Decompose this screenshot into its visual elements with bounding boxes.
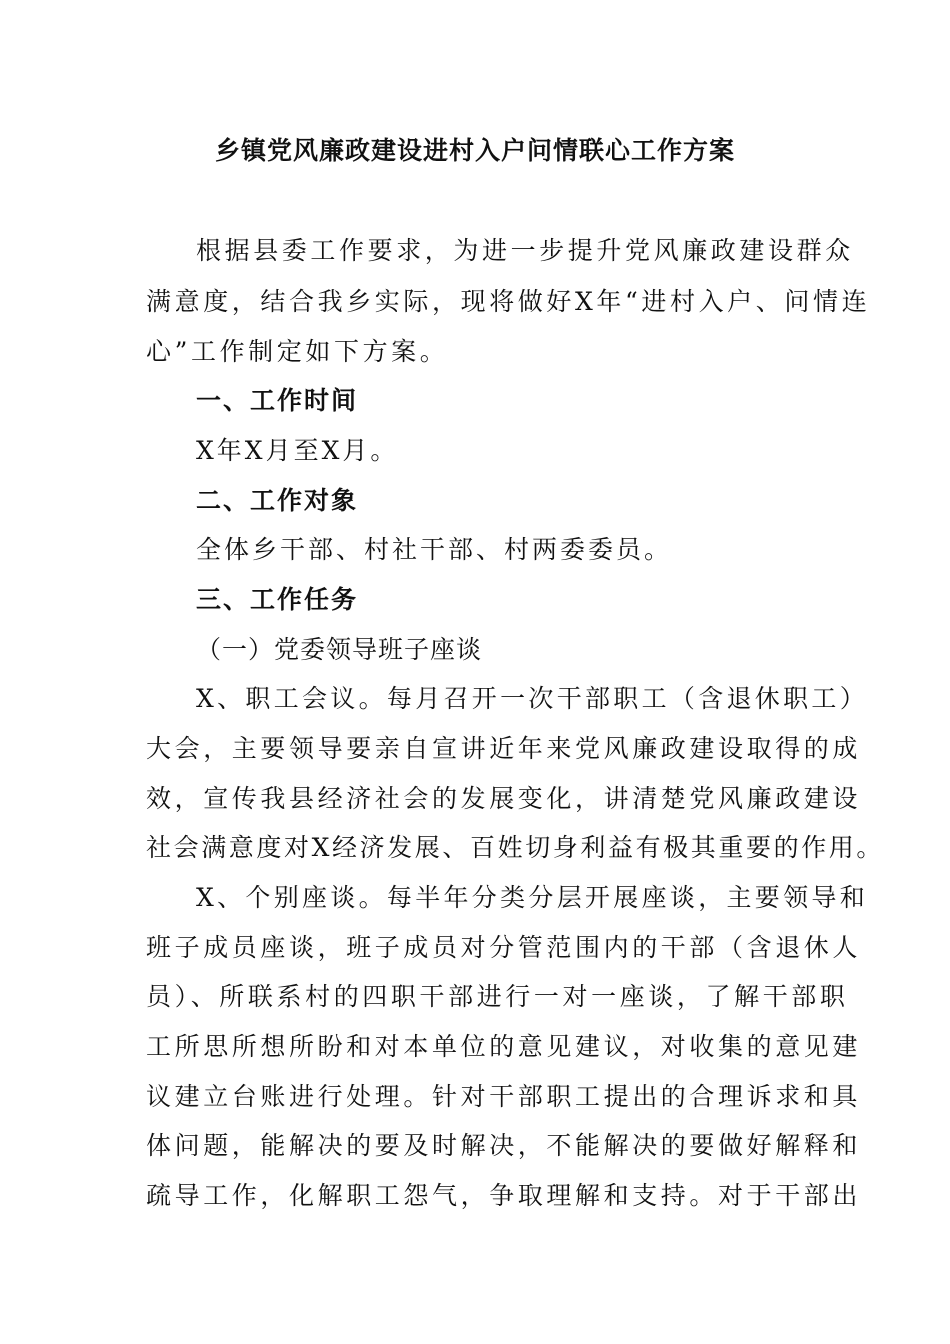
item2-line-1: X、个别座谈。每半年分类分层开展座谈，主要领导和	[196, 883, 868, 912]
item1-line-2: 大会，主要领导要亲自宣讲近年来党风廉政建设取得的成	[146, 734, 862, 763]
section-text-work-time: X年X月至X月。	[196, 436, 399, 465]
item2-line-3: 员）、所联系村的四职干部进行一对一座谈，了解干部职	[146, 982, 849, 1011]
item2-line-5: 议建立台账进行处理。针对干部职工提出的合理诉求和具	[146, 1082, 862, 1111]
section-heading-work-tasks: 三、工作任务	[196, 585, 359, 614]
item1-line-3: 效，宣传我县经济社会的发展变化，讲清楚党风廉政建设	[146, 784, 862, 813]
section-heading-work-target: 二、工作对象	[196, 486, 359, 515]
intro-line-2: 满意度，结合我乡实际，现将做好X年“进村入户、问情连	[146, 287, 871, 316]
intro-line-1: 根据县委工作要求，为进一步提升党风廉政建设群众	[196, 236, 854, 265]
document-title: 乡镇党风廉政建设进村入户问情联心工作方案	[214, 136, 735, 165]
item1-line-4: 社会满意度对X经济发展、百姓切身利益有极其重要的作用。	[146, 833, 884, 862]
item2-line-4: 工所思所想所盼和对本单位的意见建议，对收集的意见建	[146, 1032, 862, 1061]
item2-line-2: 班子成员座谈，班子成员对分管范围内的干部（含退休人	[146, 933, 862, 962]
subsection-heading-1: （一）党委领导班子座谈	[196, 635, 483, 664]
item2-line-7: 疏导工作，化解职工怨气，争取理解和支持。对于干部出	[146, 1181, 862, 1210]
item1-line-1: X、职工会议。每月召开一次干部职工（含退休职工）	[196, 684, 868, 713]
item2-line-6: 体问题，能解决的要及时解决，不能解决的要做好解释和	[146, 1131, 862, 1160]
section-heading-work-time: 一、工作时间	[196, 386, 359, 415]
intro-line-3: 心”工作制定如下方案。	[146, 337, 449, 366]
section-text-work-target: 全体乡干部、村社干部、村两委委员。	[196, 535, 673, 564]
